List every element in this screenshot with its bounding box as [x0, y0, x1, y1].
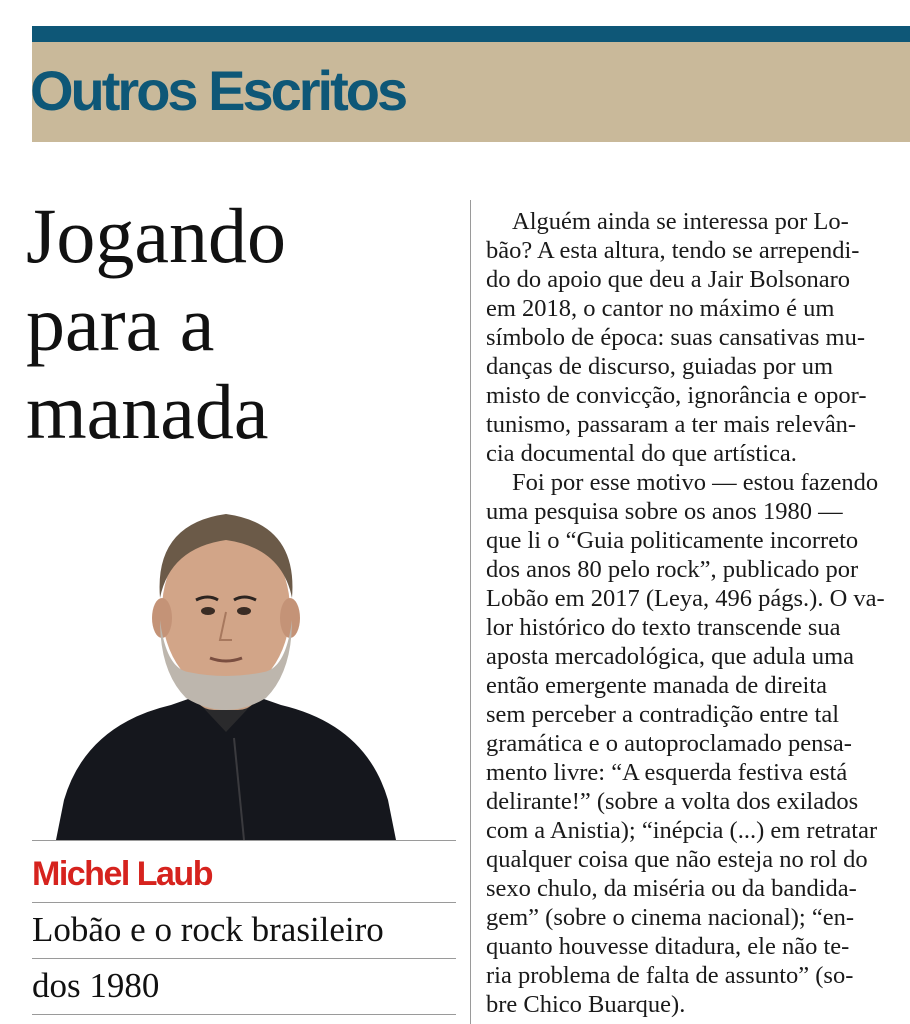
- column-subject-line: Lobão e o rock brasileiro: [32, 910, 384, 949]
- author-name: Michel Laub: [32, 855, 212, 893]
- article-line: símbolo de época: suas cansativas mu-: [486, 324, 865, 351]
- section-title: Outros Escritos: [30, 59, 406, 122]
- article-line: dos anos 80 pelo rock”, publicado por: [486, 556, 859, 583]
- divider-rule: [32, 840, 456, 841]
- article-line: ria problema de falta de assunto” (so-: [486, 962, 854, 989]
- article-line: cia documental do que artística.: [486, 440, 797, 467]
- article-line: delirante!” (sobre a volta dos exilados: [486, 788, 859, 815]
- article-line: tunismo, passaram a ter mais relevân-: [486, 411, 857, 438]
- article-line: Lobão em 2017 (Leya, 496 págs.). O va-: [486, 585, 885, 612]
- article-line: gramática e o autoproclamado pensa-: [486, 730, 852, 757]
- top-color-rule: [32, 26, 910, 42]
- article-line: sem perceber a contradição entre tal: [486, 701, 840, 728]
- article-line: danças de discurso, guiadas por um: [486, 353, 833, 380]
- article-line: qualquer coisa que não esteja no rol do: [486, 846, 868, 873]
- column-subject-line: dos 1980: [32, 966, 160, 1005]
- article-line: bão? A esta altura, tendo se arrependi-: [486, 237, 860, 264]
- article-line: Foi por esse motivo — estou fazendo: [512, 469, 879, 496]
- article-line: quanto houvesse ditadura, ele não te-: [486, 933, 850, 960]
- headline-line: manada: [26, 368, 269, 455]
- article-line: com a Anistia); “inépcia (...) em retratar: [486, 817, 878, 844]
- article-line: misto de convicção, ignorância e opor-: [486, 382, 867, 409]
- article-line: sexo chulo, da miséria ou da bandida-: [486, 875, 857, 902]
- article-line: que li o “Guia politicamente incorreto: [486, 527, 859, 554]
- divider-rule: [32, 1014, 456, 1015]
- article-line: aposta mercadológica, que adula uma: [486, 643, 855, 670]
- column-divider: [470, 200, 471, 1024]
- headline: [26, 192, 446, 456]
- article-line: bre Chico Buarque).: [486, 991, 686, 1018]
- article-line: mento livre: “A esquerda festiva está: [486, 759, 848, 786]
- article-line: Alguém ainda se interessa por Lo-: [512, 208, 849, 235]
- article-line: lor histórico do texto transcende sua: [486, 614, 841, 641]
- article-line: uma pesquisa sobre os anos 1980 —: [486, 498, 843, 525]
- article-body: [486, 207, 910, 1019]
- divider-rule: [32, 958, 456, 959]
- author-portrait: [56, 500, 396, 840]
- article-line: então emergente manada de direita: [486, 672, 828, 699]
- article-line: gem” (sobre o cinema nacional); “en-: [486, 904, 855, 931]
- headline-line: Jogando: [26, 192, 286, 279]
- article-line: do do apoio que deu a Jair Bolsonaro: [486, 266, 851, 293]
- headline-line: para a: [26, 280, 215, 367]
- article-line: em 2018, o cantor no máximo é um: [486, 295, 835, 322]
